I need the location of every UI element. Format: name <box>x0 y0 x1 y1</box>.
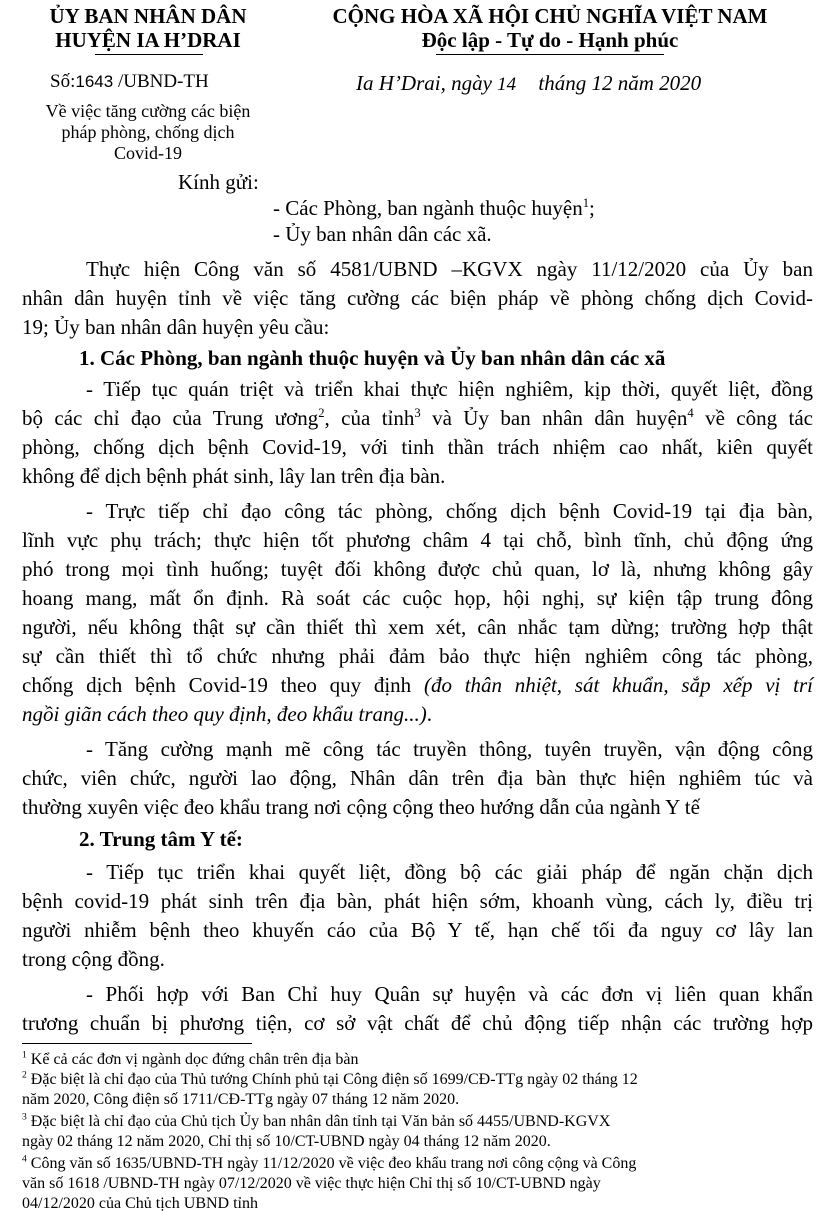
document-number-prefix: Số: <box>50 71 76 92</box>
s2-p2-line1: - Phối hợp với Ban Chỉ huy Quân sự huyện và các đơn vị liên quan khẩn <box>86 982 813 1006</box>
s1-p2-line7 <box>22 673 813 698</box>
s1-p2-line8-b: . <box>426 702 433 726</box>
s1-p3-line3: thường xuyên việc đeo khẩu trang nơi cộng cộng theo hướng dẫn của ngành Y tế <box>22 795 700 819</box>
s2-p1-line3: người nhiễm bệnh theo khuyến cáo của Bộ Y tế, hạn chế tối đa nguy cơ lây lan <box>22 918 813 942</box>
place-date-day: 14 <box>497 74 517 95</box>
s1-p2-line8-a: ngồi giãn cách theo quy định, đeo khẩu trang...) <box>22 702 427 726</box>
motto-underline <box>436 54 664 55</box>
s1-p2-line4: hoang mang, mất ổn định. Rà soát các cuộc họp, hội nghị, sự kiện tập trung đông <box>22 586 813 610</box>
footnote-1-text: Kể cả các đơn vị ngành dọc đứng chân trên địa bàn <box>26 1051 359 1068</box>
footnote-3-line1 <box>22 1112 610 1132</box>
s2-p2-line2: trương chuẩn bị phương tiện, cơ sở vật chất để chủ động tiếp nhận các trường hợp <box>22 1011 813 1035</box>
recipient-item-1-text: - Các Phòng, ban ngành thuộc huyện <box>273 196 583 220</box>
place-date-suffix: tháng 12 năm 2020 <box>533 71 702 95</box>
intro-line1: Thực hiện Công văn số 4581/UBND –KGVX ngày 11/12/2020 của Ủy ban <box>86 257 813 281</box>
footnote-4-line3: 04/12/2020 của Chủ tịch UBND tỉnh <box>22 1195 258 1212</box>
s1-p1-line2-a: bộ các chỉ đạo của Trung ương <box>22 406 319 430</box>
footnote-2-line2: năm 2020, Công điện số 1711/CĐ-TTg ngày 07 tháng 12 năm 2020. <box>22 1091 460 1108</box>
footnote-1 <box>22 1050 358 1070</box>
footnote-3-line2: ngày 02 tháng 12 năm 2020, Chỉ thị số 10/CT-UBND ngày 04 tháng 12 năm 2020. <box>22 1133 551 1150</box>
footnote-ref-1: 1 <box>582 196 589 210</box>
footnote-2-line1 <box>22 1070 638 1090</box>
recipient-item-1-end: ; <box>589 196 595 220</box>
agency-underline <box>95 54 203 55</box>
footnote-1-number: 1 <box>22 1049 27 1061</box>
subject-line1: Về việc tăng cường các biện <box>45 101 251 121</box>
place-date-prefix: Ia H’Drai, ngày <box>356 71 498 95</box>
footnote-4-number: 4 <box>22 1153 27 1165</box>
document-number <box>50 71 209 93</box>
s1-p3-line1: - Tăng cường mạnh mẽ công tác truyền thông, tuyên truyền, vận động công <box>86 737 813 761</box>
section-2-heading: 2. Trung tâm Y tế: <box>79 827 243 851</box>
footnote-2-number: 2 <box>22 1069 27 1081</box>
s1-p2-line2: lĩnh vực phụ trách; thực hiện tốt phương châm 4 tại chỗ, bình tĩnh, chủ động ứng <box>22 528 813 552</box>
footnote-4-line2: văn số 1618 /UBND-TH ngày 07/12/2020 về việc thực hiện Chỉ thị số 10/CT-UBND ngày <box>22 1175 601 1192</box>
agency-name-line1: ỦY BAN NHÂN DÂN <box>49 4 247 28</box>
footnote-ref-2: 2 <box>318 406 325 420</box>
document-number-value: 1643 <box>75 72 114 91</box>
recipient-item-2: - Ủy ban nhân dân các xã. <box>273 222 492 246</box>
s1-p1-line4: không để dịch bệnh phát sinh, lây lan trên địa bàn. <box>22 464 446 488</box>
s1-p2-line3: phó trong mọi tình huống; tuyệt đối không được chủ quan, lơ là, nhưng không gây <box>22 557 813 581</box>
footnote-separator <box>22 1043 252 1044</box>
s1-p2-line7-a: chống dịch bệnh Covid-19 theo quy định <box>22 673 424 697</box>
s1-p1-line2 <box>22 406 813 431</box>
s1-p2-line7-b: (đo thân nhiệt, sát khuẩn, sắp xếp vị trí <box>423 673 813 697</box>
subject-line3: Covid-19 <box>113 143 182 163</box>
section-1-heading: 1. Các Phòng, ban ngành thuộc huyện và Ủy ban nhân dân các xã <box>79 346 666 370</box>
s1-p1-line2-c: và Ủy ban nhân dân huyện <box>420 406 688 430</box>
footnote-4-line1 <box>22 1154 636 1174</box>
agency-name-line2: HUYỆN IA H’DRAI <box>55 28 241 52</box>
recipients-greeting: Kính gửi: <box>178 170 259 194</box>
s1-p2-line1: - Trực tiếp chỉ đạo công tác phòng, chống dịch bệnh Covid-19 tại địa bàn, <box>86 499 813 523</box>
subject-line2: pháp phòng, chống dịch <box>61 122 235 142</box>
s1-p2-line6: sự cần thiết thì tổ chức nhưng phải đảm bảo thực hiện nghiêm công tác phòng, <box>22 644 813 668</box>
place-date <box>356 71 701 96</box>
s1-p1-line1: - Tiếp tục quán triệt và triển khai thực hiện nghiêm, kịp thời, quyết liệt, đồng <box>86 377 813 401</box>
footnote-ref-4: 4 <box>687 406 694 420</box>
s1-p1-line3: phòng, chống dịch bệnh Covid-19, với tinh thần trách nhiệm cao nhất, kiên quyết <box>22 435 813 459</box>
s2-p1-line2: bệnh covid-19 phát sinh trên địa bàn, phát hiện sớm, khoanh vùng, cách ly, điều trị <box>22 889 813 913</box>
footnote-ref-3: 3 <box>414 406 421 420</box>
intro-line3: 19; Ủy ban nhân dân huyện yêu cầu: <box>22 315 330 339</box>
s1-p2-line8 <box>22 702 432 727</box>
s2-p1-line1: - Tiếp tục triển khai quyết liệt, đồng bộ các giải pháp để ngăn chặn dịch <box>86 860 813 884</box>
s1-p1-line2-d: về công tác <box>693 406 814 430</box>
footnote-4-text-line1: Công văn số 1635/UBND-TH ngày 11/12/2020 về việc đeo khẩu trang nơi công cộng và Công <box>26 1155 637 1172</box>
footnote-3-number: 3 <box>22 1111 27 1123</box>
footnote-2-text-line1: Đặc biệt là chỉ đạo của Thủ tướng Chính phủ tại Công điện số 1699/CĐ-TTg ngày 02 tháng 12 <box>26 1071 638 1088</box>
republic-title: CỘNG HÒA XÃ HỘI CHỦ NGHĨA VIỆT NAM <box>332 4 768 28</box>
republic-motto: Độc lập - Tự do - Hạnh phúc <box>421 28 679 52</box>
s1-p1-line2-b: , của tỉnh <box>324 406 415 430</box>
document-number-suffix: /UBND-TH <box>117 71 209 92</box>
intro-line2: nhân dân huyện tỉnh về việc tăng cường các biện pháp về phòng chống dịch Covid- <box>22 286 813 310</box>
s2-p1-line4: trong cộng đồng. <box>22 947 165 971</box>
s1-p2-line5: người, nếu không thật sự cần thiết thì xem xét, cân nhắc tạm dừng; trường hợp thật <box>22 615 813 639</box>
footnote-3-text-line1: Đặc biệt là chỉ đạo của Chủ tịch Ủy ban nhân dân tỉnh tại Văn bản số 4455/UBND-KGVX <box>26 1113 611 1130</box>
s1-p3-line2: chức, viên chức, người lao động, Nhân dân trên địa bàn thực hiện nghiêm túc và <box>22 766 813 790</box>
recipient-item-1 <box>273 196 595 221</box>
